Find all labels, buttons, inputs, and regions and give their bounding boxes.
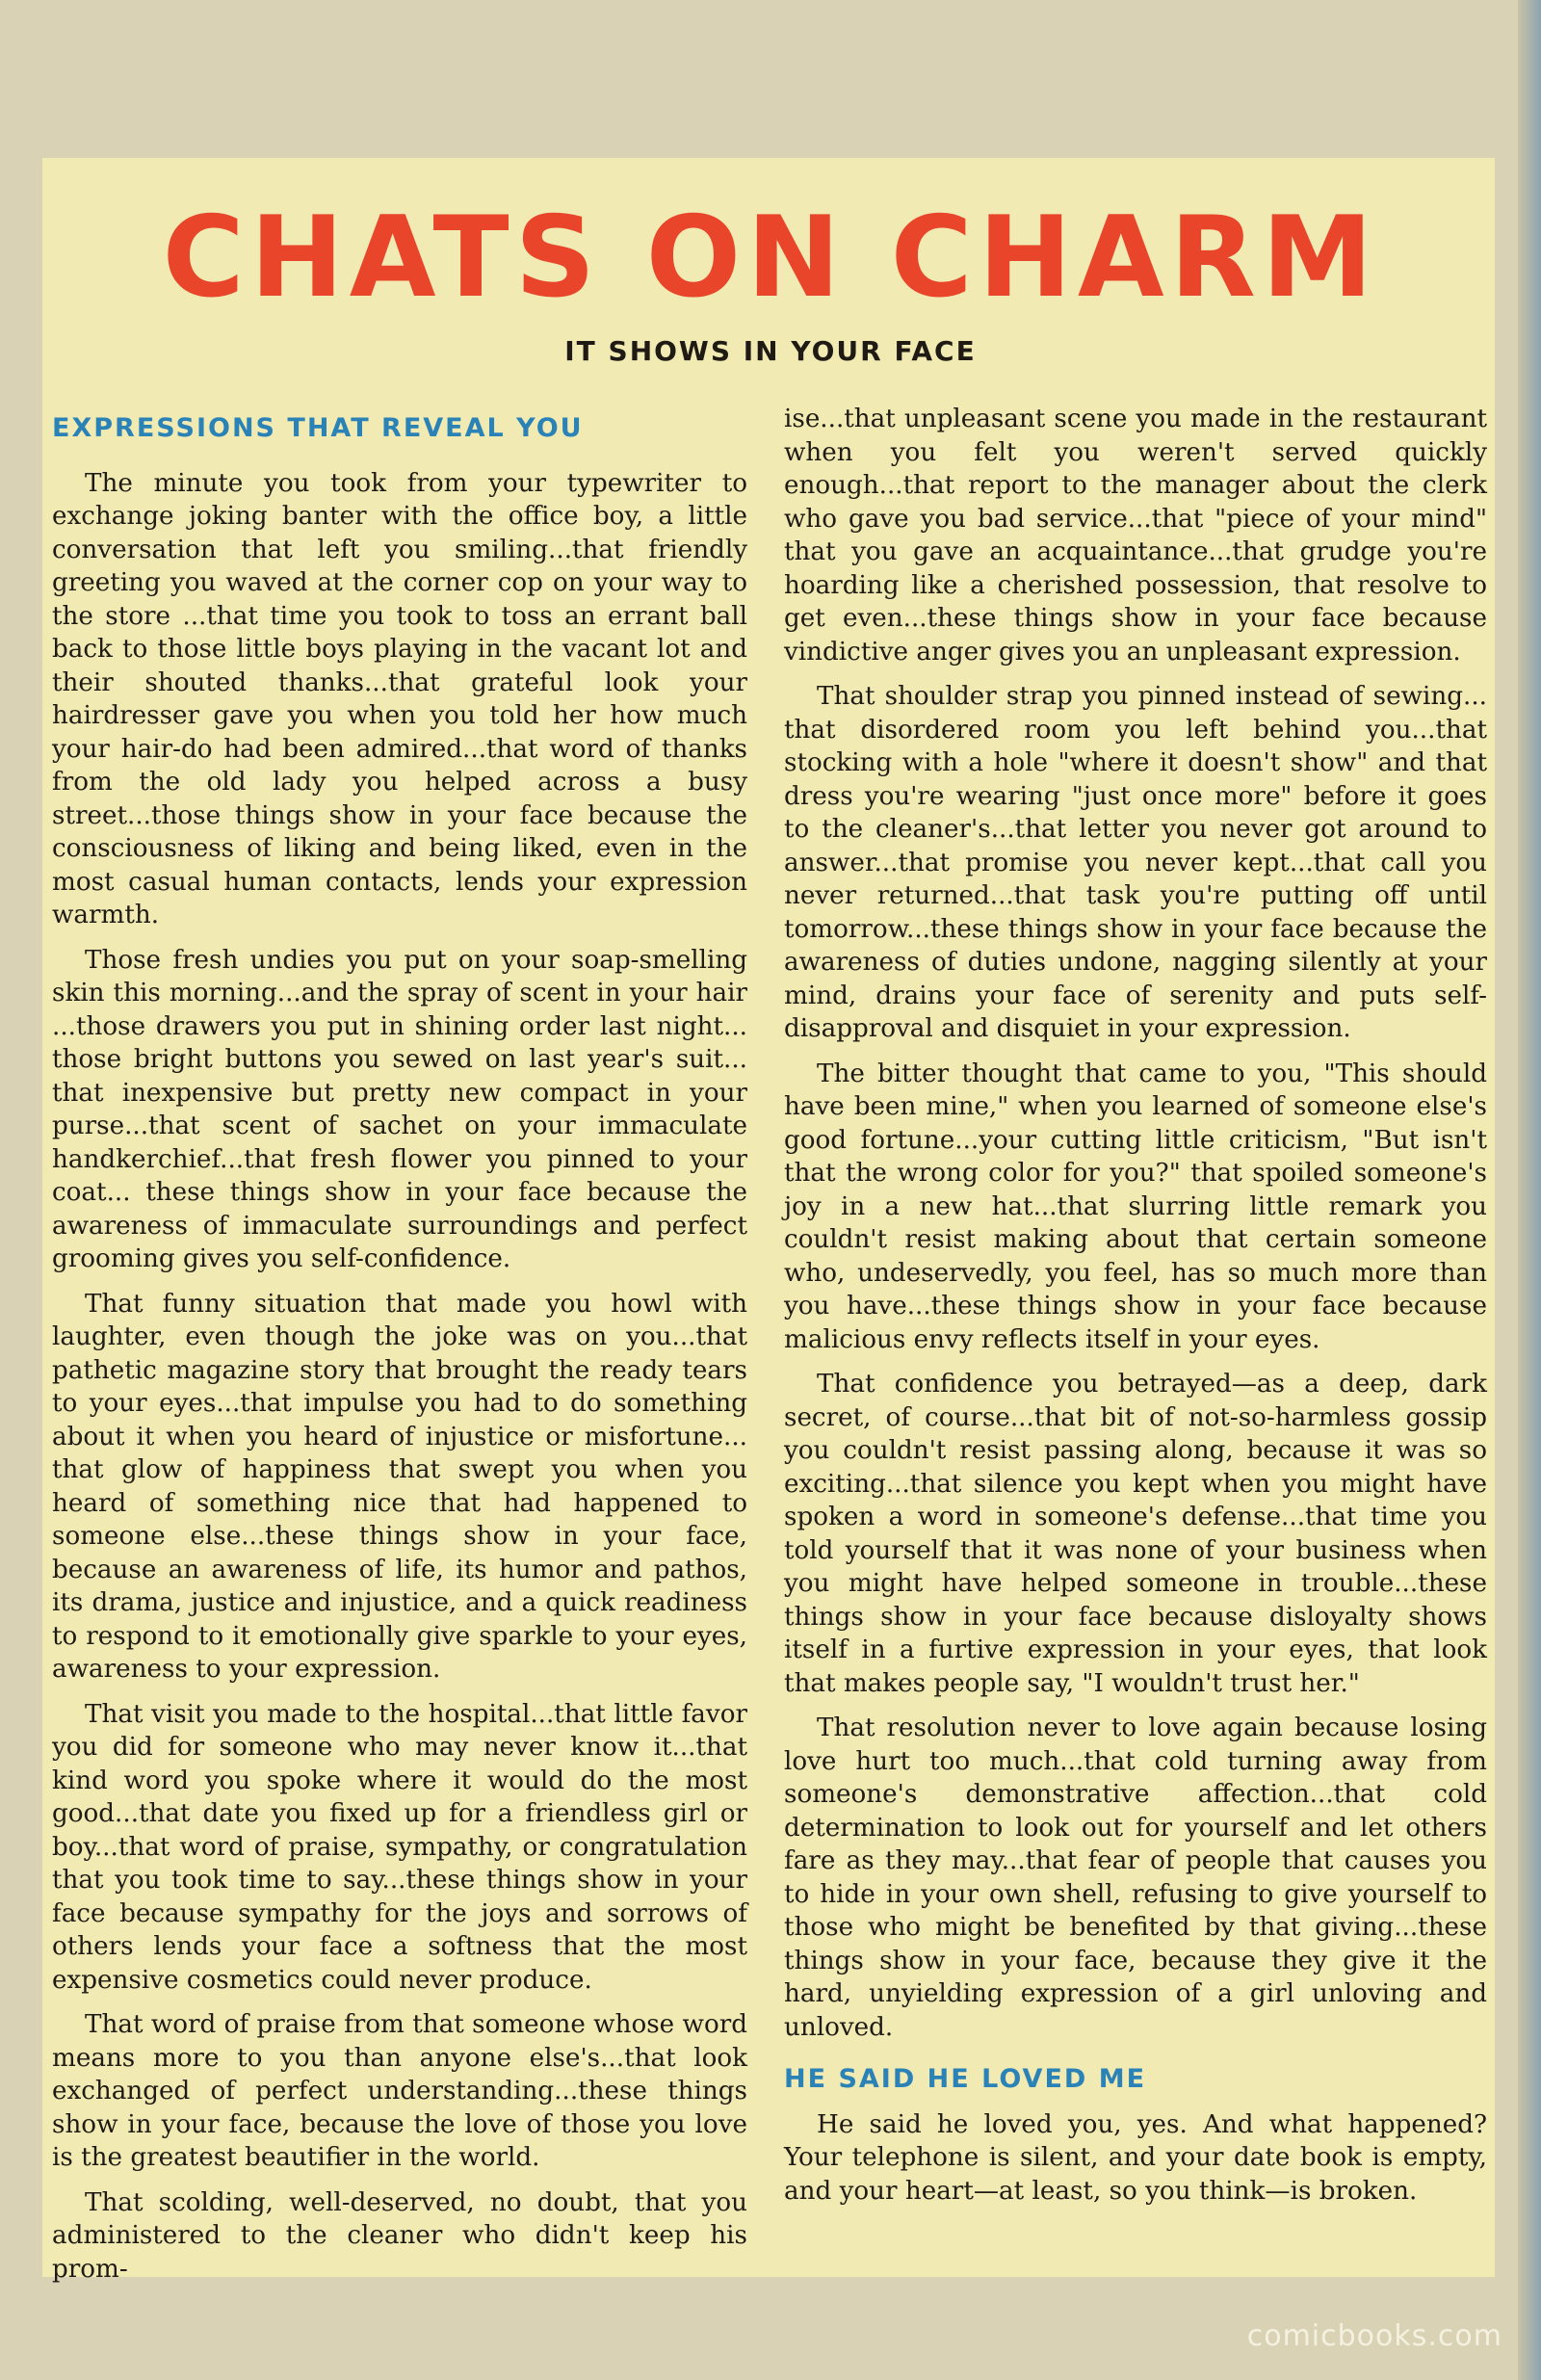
paragraph: That funny situation that made you howl with laughter, even though the joke was on you...that pathetic magazine story that brought the ready tears to your eyes...that impulse you had to do something about it when you heard of injustice or misfortune... that glow of happiness that swept you when you heard of something nice that had happened to someone else...these things show in your face, because an awareness of life, its humor and pathos, its drama, justice and injustice, and a quick readiness to respond to it emotionally give sparkle to your eyes, awareness to your expression. <box>52 1289 747 1684</box>
paragraph: That word of praise from that someone whose word means more to you than anyone else's...that look exchanged of perfect understanding...these things show in your face, because the love of those you love is the greatest beautifier in the world. <box>52 2010 747 2172</box>
paragraph: That scolding, well-deserved, no doubt, that you administered to the cleaner who didn't keep his prom- <box>52 2187 747 2284</box>
paragraph-continued: ise...that unpleasant scene you made in the restaurant when you felt you weren't served quickly enough...that report to the manager about the clerk who gave you bad service...that "piece of your mind" that you gave an acquaintance...that grudge you're hoarding like a cherished possession, that resolve to get even...these things show in your face because vindictive anger gives you an unpleasant expression. <box>784 405 1487 667</box>
paragraph: The minute you took from your typewriter to exchange joking banter with the office boy, a little conversation that left you smiling...that friendly greeting you waved at the corner cop on your way to the store ...that time you took to toss an errant ball back to those little boys playing in the vacant lot and their shouted thanks...that grateful look your hairdresser gave you when you told her how much your hair-do had been admired...that word of thanks from the old lady you helped across a busy street...those things show in your face because the consciousness of liking and being liked, even in the most casual human contacts, lends your expression warmth. <box>52 468 747 929</box>
section-heading-he-said: HE SAID HE LOVED ME <box>784 2064 1147 2094</box>
paragraph: That resolution never to love again because losing love hurt too much...that cold turning away from someone's demonstrative affection...that cold determination to look out for yourself and let others fare as they may...that fear of people that causes you to hide in your own shell, refusing to give yourself to those who might be benefited by that giving...these things show in your face, because they give it the hard, unyielding expression of a girl unloving and unloved. <box>784 1713 1487 2042</box>
page-subtitle: IT SHOWS IN YOUR FACE <box>564 335 977 367</box>
right-column <box>784 403 1487 2233</box>
paragraph: The bitter thought that came to you, "This should have been mine," when you learned of someone else's good fortune...your cutting little criticism, "But isn't that the wrong color for you?" that spoiled someone's joy in a new hat...that slurring little remark you couldn't resist making about that certain someone who, undeservedly, you feel, has so much more than you have...these things show in your face because malicious envy reflects itself in your eyes. <box>784 1059 1487 1354</box>
paragraph: That visit you made to the hospital...that little favor you did for someone who may never know it...that kind word you spoke where it would do the most good...that date you fixed up for a friendless girl or boy...that word of praise, sympathy, or congratulation that you took time to say...these things show in your face because sympathy for the joys and sorrows of others lends your face a softness that the most expensive cosmetics could never produce. <box>52 1699 747 1995</box>
left-column <box>52 403 747 2284</box>
paragraph: That shoulder strap you pinned instead of sewing... that disordered room you left behind you...that stocking with a hole "where it doesn't show" and that dress you're wearing "just once more" before it goes to the cleaner's...that letter you never got around to answer...that promise you never kept...that call you never returned...that task you're putting off until tomorrow...these things show in your face because the awareness of duties undone, nagging silently at your mind, drains your face of serenity and puts self-disapproval and disquiet in your expression. <box>784 682 1487 1043</box>
paragraph: That confidence you betrayed—as a deep, dark secret, of course...that bit of not-so-harmless gossip you couldn't resist passing along, because it was so exciting...that silence you kept when you might have spoken a word in someone's defense...that time you told yourself that it was none of your business when you might have helped someone in trouble...these things show in your face because disloyalty shows itself in a furtive expression in your eyes, that look that makes people say, "I wouldn't trust her." <box>784 1370 1487 1698</box>
paragraph: He said he loved you, yes. And what happened? Your telephone is silent, and your date book is empty, and your heart—at least, so you think—is broken. <box>784 2109 1487 2206</box>
watermark: comicbooks.com <box>1246 2319 1502 2353</box>
page-title: CHATS ON CHARM <box>162 193 1379 323</box>
paragraph: Those fresh undies you put on your soap-smelling skin this morning...and the spray of scent in your hair ...those drawers you put in shining order last night... those bright buttons you sewed on last year's suit... that inexpensive but pretty new compact in your purse...that scent of sachet on your immaculate handkerchief...that fresh flower you pinned to your coat... these things show in your face because the awareness of immaculate surroundings and perfect grooming gives you self-confidence. <box>52 945 747 1273</box>
section-heading-expressions: EXPRESSIONS THAT REVEAL YOU <box>52 413 584 443</box>
